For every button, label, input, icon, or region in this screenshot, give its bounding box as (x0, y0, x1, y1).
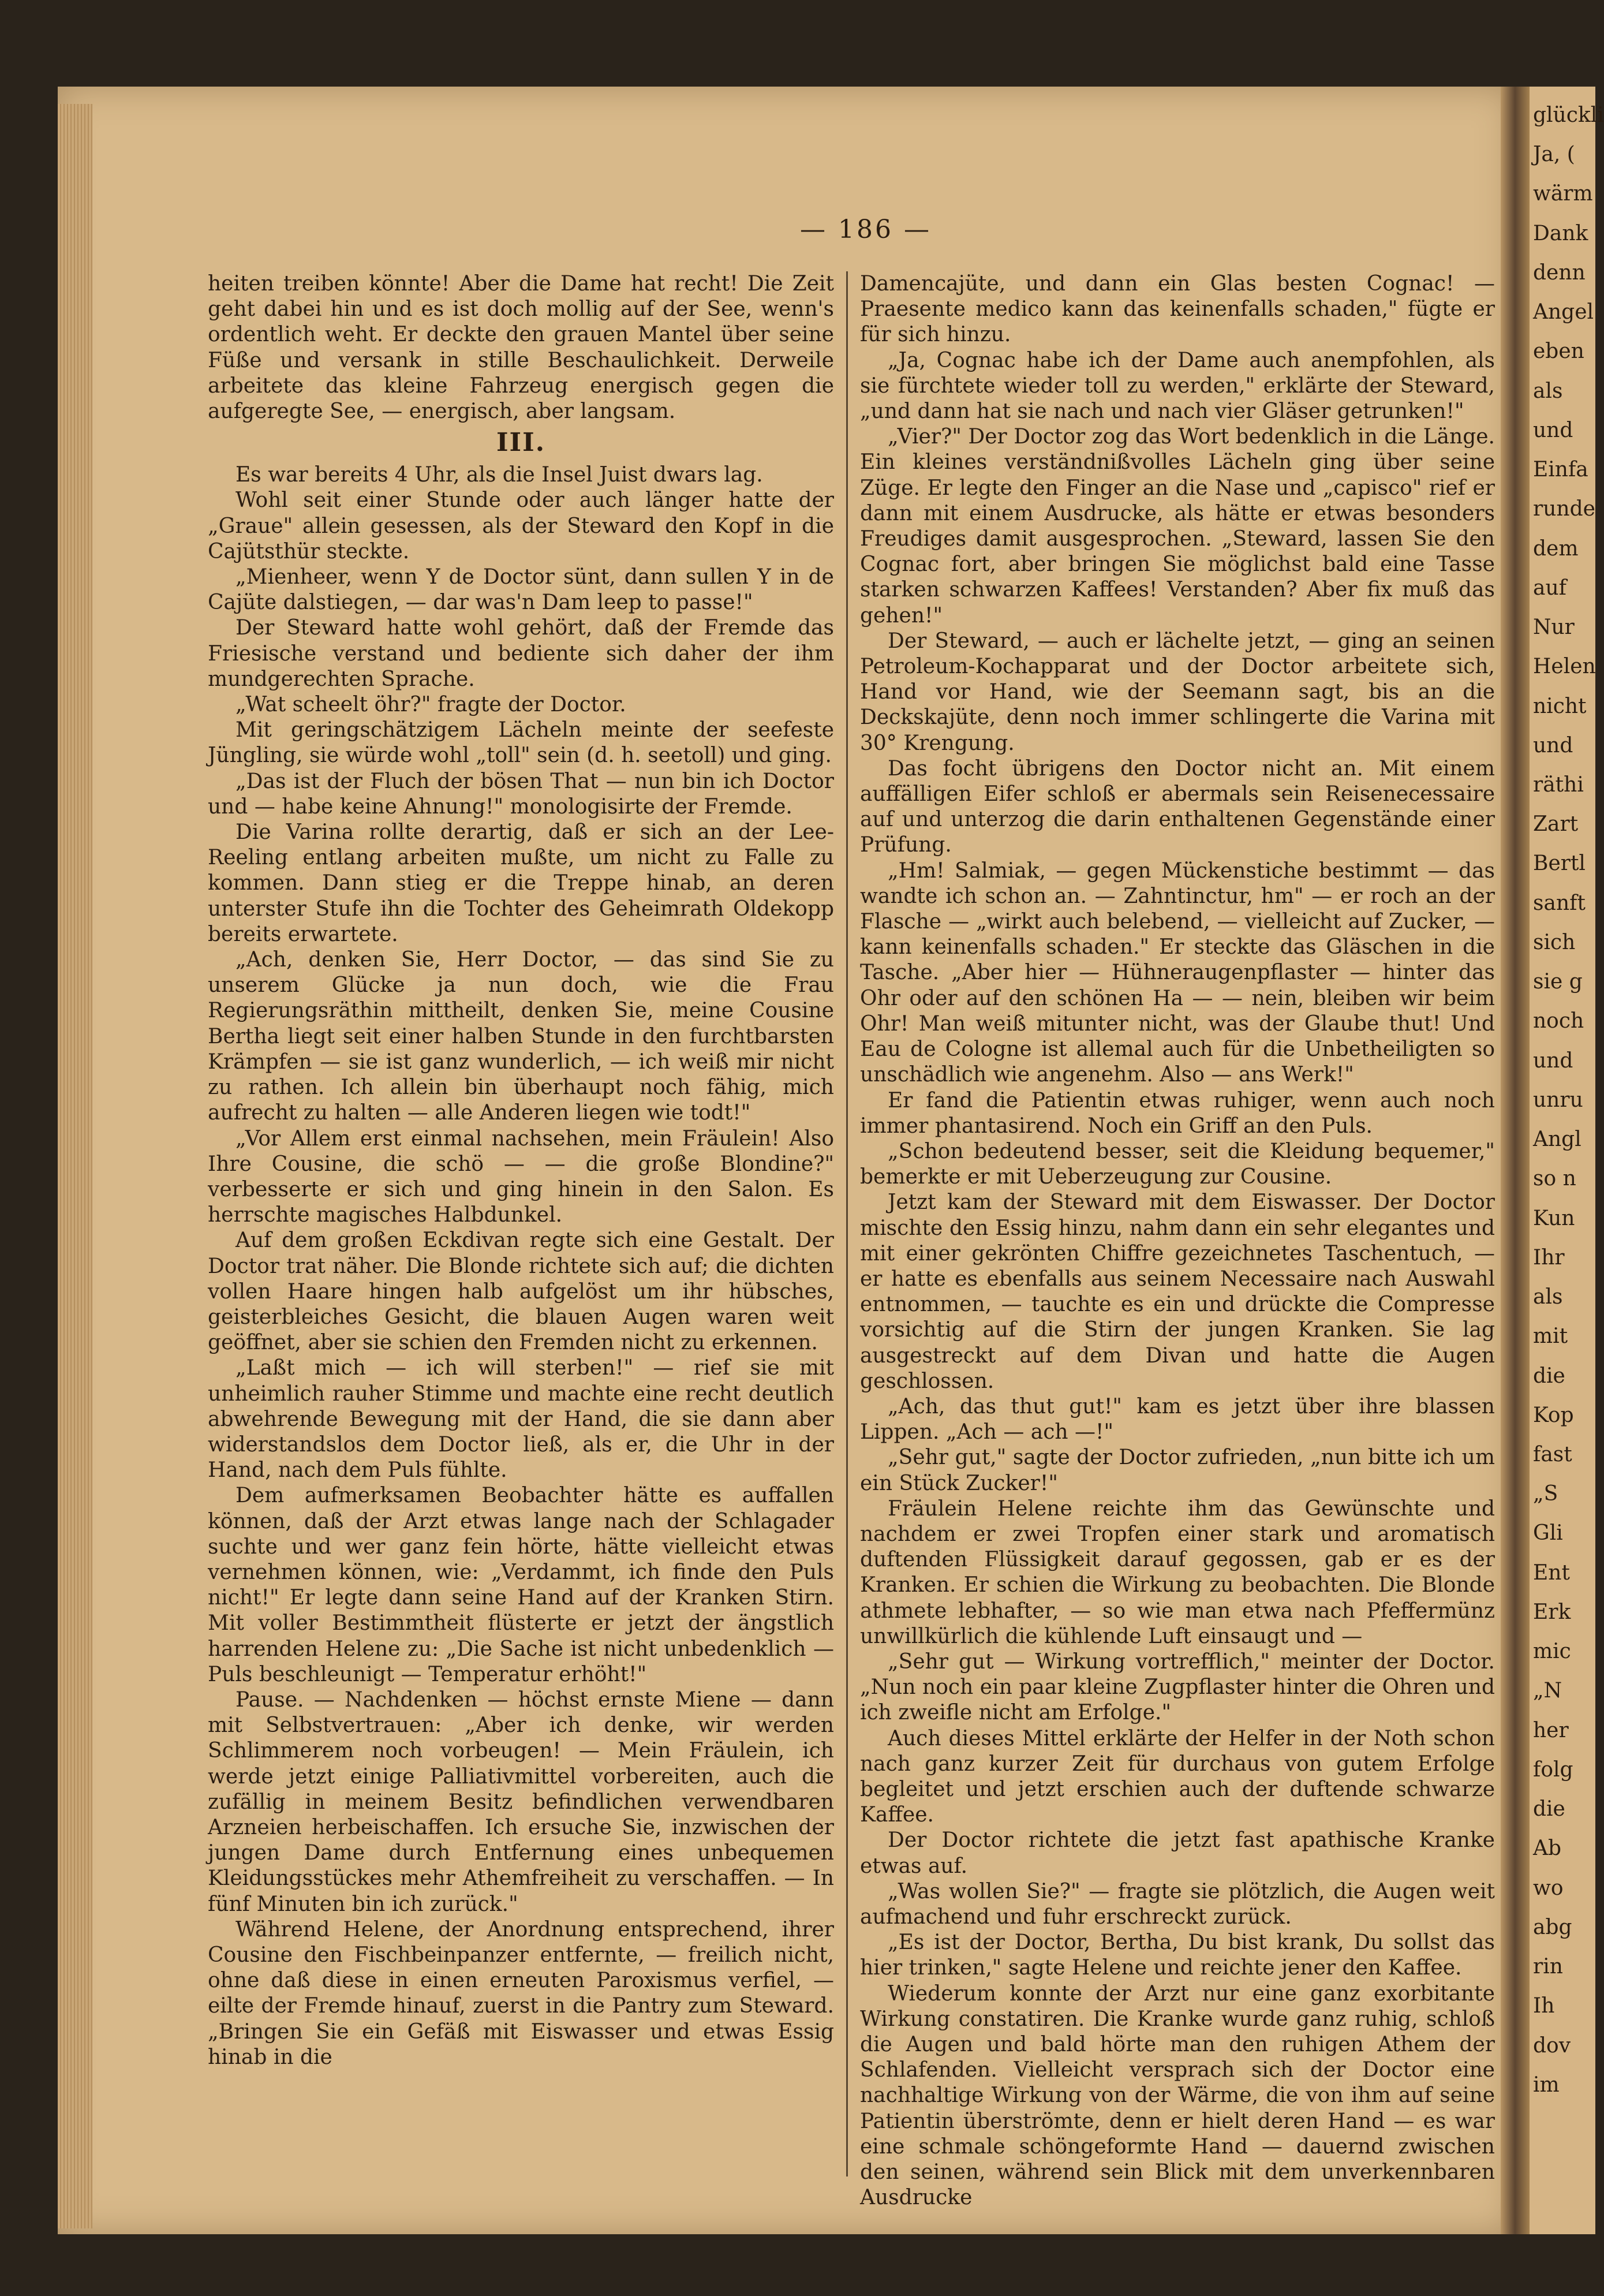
right-page-text-fragment: Angel (1533, 300, 1594, 324)
right-page-text-fragment: glückli (1533, 103, 1604, 127)
right-page-text-fragment: Kop (1533, 1403, 1574, 1427)
right-page-text-fragment: dov (1533, 2033, 1571, 2058)
right-page-text-fragment: die (1533, 1797, 1565, 1821)
paragraph: „Vor Allem erst einmal nachsehen, mein Fräulein! Also Ihre Cousine, die schö — — die große Blondine?" verbesserte er sich und ging hinein in den Salon. Es herrschte magisches Halbdunkel. (208, 1126, 834, 1227)
book-gutter (1501, 87, 1530, 2234)
right-page-text-fragment: als (1533, 379, 1563, 403)
right-page-text-fragment: sanft (1533, 891, 1586, 915)
page-number: — 186 — (800, 215, 932, 244)
paragraph: „Vier?" Der Doctor zog das Wort bedenklich in die Länge. Ein kleines verständnißvolles Lächeln ging über seine Züge. Er legte den Finger an die Nase und „capisco" rief er dann mit einem Ausdrucke, als hätte er etwas besonders Freudiges damit ausgesprochen. „Steward, lassen Sie den Cognac fort, aber bringen Sie möglichst bald eine Tasse starken schwarzen Kaffees! Verstanden? Aber fix muß das gehen!" (860, 425, 1495, 628)
right-page-text-fragment: her (1533, 1718, 1569, 1742)
right-page-text-fragment: Bertl (1533, 852, 1586, 876)
right-page-text-fragment: Erk (1533, 1600, 1571, 1624)
right-page-text-fragment: sich (1533, 930, 1576, 954)
right-page-text-fragment: mic (1533, 1640, 1571, 1664)
right-page-text-fragment: unru (1533, 1088, 1583, 1112)
column-divider (846, 271, 848, 2176)
paragraph: „Sehr gut," sagte der Doctor zufrieden, „nun bitte ich um ein Stück Zucker!" (860, 1446, 1495, 1495)
right-page-text-fragment: folg (1533, 1757, 1573, 1782)
right-page-text-fragment: und (1533, 418, 1573, 442)
paragraph: Mit geringschätzigem Lächeln meinte der seefeste Jüngling, sie würde wohl „toll" sein (d. h. seetoll) und ging. (208, 718, 834, 768)
right-page-text-fragment: räthi (1533, 773, 1584, 797)
right-page-text-fragment: und (1533, 1048, 1573, 1073)
right-page-text-fragment: „S (1533, 1482, 1558, 1506)
paragraph: Dem aufmerksamen Beobachter hätte es auffallen können, daß der Arzt etwas lange nach der Schlagader suchte und wer ganz fein hörte, hätte vielleicht etwas vernehmen können, wie: „Verdammt, ich finde den Puls nicht!" Er legte dann seine Hand auf der Kranken Stirn. Mit voller Bestimmtheit flüsterte er jetzt der ängstlich harrenden Helene zu: „Die Sache ist nicht unbedenklich — Puls beschleunigt — Temperatur erhöht!" (208, 1484, 834, 1686)
right-page-text-fragment: und (1533, 733, 1573, 757)
adjacent-page-fragment (1530, 87, 1604, 2234)
paragraph: „Ach, das thut gut!" kam es jetzt über ihre blassen Lippen. „Ach — ach —!" (860, 1394, 1495, 1444)
paragraph: „Ach, denken Sie, Herr Doctor, — das sind Sie zu unserem Glücke ja nun doch, wie die Frau Regierungsräthin mittheilt, denken Sie, meine Cousine Bertha liegt seit einer halben Stunde in den furchtbarsten Krämpfen — sie ist ganz wunderlich, — ich weiß mir nicht zu rathen. Ich allein bin überhaupt noch fähig, mich aufrecht zu halten — alle Anderen liegen wie todt!" (208, 948, 834, 1125)
right-page-text-fragment: eben (1533, 339, 1584, 364)
page-stack-edge (58, 104, 92, 2228)
right-page-text-fragment: im (1533, 2073, 1560, 2097)
paragraph: „Schon bedeutend besser, seit die Kleidung bequemer," bemerkte er mit Ueberzeugung zur Cousine. (860, 1139, 1495, 1189)
paragraph: Der Steward hatte wohl gehört, daß der Fremde das Friesische verstand und bediente sich daher der ihm mundgerechten Sprache. (208, 616, 834, 691)
paragraph: „Wat scheelt öhr?" fragte der Doctor. (235, 693, 626, 717)
paragraph: „Hm! Salmiak, — gegen Mückenstiche bestimmt — das wandte ich schon an. — Zahntinctur, hm" — er roch an der Flasche — „wirkt auch belebend, — vielleicht auf Zucker, — kann keinenfalls schaden." Er steckte das Gläschen in die Tasche. „Aber hier — Hühneraugenpflaster — hinter das Ohr oder auf den schönen Ha — — nein, bleiben wir beim Ohr! Man weiß mitunter nicht, was der Glaube thut! Und Eau de Cologne ist allemal auch für die Unbetheiligten so unschädlich wie angenehm. Also — ans Werk!" (860, 858, 1495, 1087)
right-intro-paragraph: Damencajüte, und dann ein Glas besten Cognac! — Praesente medico kann das keinenfalls schaden," fügte er für sich hinzu. (860, 272, 1495, 347)
right-page-text-fragment: nicht (1533, 694, 1587, 718)
right-page-text-fragment: mit (1533, 1324, 1568, 1349)
paragraph: „Ja, Cognac habe ich der Dame auch anempfohlen, als sie fürchtete wieder toll zu werden," erklärte der Steward, „und dann hat sie nach und nach vier Gläser getrunken!" (860, 348, 1495, 424)
right-paragraphs (860, 348, 1495, 2211)
right-page-text-fragment: fast (1533, 1443, 1572, 1466)
right-page-text-fragment: Nur (1533, 615, 1575, 640)
paragraph: „Sehr gut — Wirkung vortrefflich," meinter der Doctor. „Nun noch ein paar kleine Zugpflaster hinter die Ohren und ich zweifle nicht am Erfolge." (860, 1649, 1495, 1725)
paragraph: Das focht übrigens den Doctor nicht an. Mit einem auffälligen Eifer schloß er abermals sein Reisenecessaire auf und unterzog die darin enthaltenen Gegenstände einer Prüfung. (860, 756, 1495, 857)
right-page-text-fragment: dem (1533, 536, 1579, 561)
paragraph: Der Steward, — auch er lächelte jetzt, — ging an seinen Petroleum-Kochapparat und der Doctor arbeitete sich, Hand vor Hand, wie der Seemann sagt, bis an die Deckskajüte, denn noch immer schlingerte die Varina mit 30° Krengung. (860, 629, 1495, 755)
left-column (208, 271, 834, 2194)
paragraph: Er fand die Patientin etwas ruhiger, wenn auch noch immer phantasirend. Noch ein Griff an den Puls. (860, 1088, 1495, 1138)
right-page-text-fragment: Helen (1533, 655, 1596, 679)
paragraph: Die Varina rollte derartig, daß er sich an der Lee-Reeling entlang arbeiten mußte, um nicht zu Falle zu kommen. Dann stieg er die Treppe hinab, an deren unterster Stufe ihn die Tochter des Geheimrath Oldekopp bereits erwartete. (208, 820, 834, 946)
right-page-text-fragment: Kun (1533, 1206, 1575, 1230)
right-page-text-fragment: Einfa (1533, 458, 1588, 482)
paragraph: „Was wollen Sie?" — fragte sie plötzlich, die Augen weit aufmachend und fuhr erschreckt zurück. (860, 1879, 1495, 1929)
right-page-text-fragment: Dank (1533, 221, 1588, 245)
paragraph: „Laßt mich — ich will sterben!" — rief sie mit unheimlich rauher Stimme und machte eine recht deutlich abwehrende Bewegung mit der Hand, die sie dann aber widerstandslos dem Doctor ließ, als er, die Uhr in der Hand, nach dem Puls fühlte. (208, 1356, 834, 1483)
paragraph: Auf dem großen Eckdivan regte sich eine Gestalt. Der Doctor trat näher. Die Blonde richtete sich auf; die dichten vollen Haare hingen halb aufgelöst um ihr hübsches, geisterbleiches Gesicht, die blauen Augen waren weit geöffnet, aber sie schien den Fremden nicht zu erkennen. (208, 1229, 834, 1355)
paragraph: „Es ist der Doctor, Bertha, Du bist krank, Du sollst das hier trinken," sagte Helene und reichte jener den Kaffee. (860, 1931, 1495, 1980)
right-page-text-fragment: als (1533, 1285, 1563, 1309)
right-page-text-fragment: „N (1533, 1679, 1562, 1703)
right-page-text-fragment: Ihr (1533, 1245, 1565, 1270)
right-page-text-fragment: so n (1533, 1167, 1576, 1191)
right-column (860, 271, 1495, 2210)
right-page-text-fragment: Ih (1533, 1994, 1555, 2018)
right-page-text-fragment: denn (1533, 260, 1586, 285)
right-page-text-fragment: Gli (1533, 1521, 1563, 1545)
paragraph: „Das ist der Fluch der bösen That — nun bin ich Doctor und — habe keine Ahnung!" monologisirte der Fremde. (208, 769, 834, 819)
left-paragraphs (208, 462, 834, 2070)
right-page-text-fragment: auf (1533, 576, 1566, 600)
paragraph: Jetzt kam der Steward mit dem Eiswasser. Der Doctor mischte den Essig hinzu, nahm dann ein sehr elegantes und mit einer gekrönten Chiffre gezeichnetes Taschentuch, — er hatte es ebenfalls aus seinem Necessaire nach Auswahl entnommen, — tauchte es ein und drückte die Compresse vorsichtig auf die Stirn der jungen Kranken. Sie lag ausgestreckt auf dem Divan und hatte die Augen geschlossen. (860, 1190, 1495, 1393)
right-page-text-fragment: runde (1533, 497, 1595, 521)
right-page-text-fragment: Ab (1533, 1836, 1562, 1861)
right-page-text-fragment: Angl (1533, 1128, 1581, 1152)
paragraph: Es war bereits 4 Uhr, als die Insel Juist dwars lag. (235, 463, 763, 487)
right-page-text-fragment: Ja, ( (1533, 143, 1575, 167)
chapter-heading: III. (496, 428, 546, 458)
paragraph: Während Helene, der Anordnung entsprechend, ihrer Cousine den Fischbeinpanzer entfernte, — freilich nicht, ohne daß diese in einen erneuten Paroxismus verfiel, — eilte der Fremde hinauf, zuerst in die Pantry zum Steward. „Bringen Sie ein Gefäß mit Eiswasser und etwas Essig hinab in die (208, 1917, 834, 2069)
right-page-text-fragment: Zart (1533, 812, 1579, 837)
paragraph: Fräulein Helene reichte ihm das Gewünschte und nachdem er zwei Tropfen einer stark und aromatisch duftenden Flüssigkeit darauf gegossen, gab er es der Kranken. Er schien die Wirkung zu beobachten. Die Blonde athmete lebhafter, — so wie man etwa nach Pfeffermünz unwillkürlich die kühlende Luft einsaugt und — (860, 1496, 1495, 1648)
paragraph: Wiederum konnte der Arzt nur eine ganz exorbitante Wirkung constatiren. Die Kranke wurde ganz ruhig, schloß die Augen und bald hörte man den ruhigen Athem der Schlafenden. Vielleicht versprach sich der Doctor eine nachhaltige Wirkung von der Wärme, die von ihm auf seine Patientin überströmte, denn er hielt deren Hand — es war eine schmale schöngeformte Hand — dauernd zwischen den seinen, während sein Blick mit dem unverkennbaren Ausdrucke (860, 1981, 1495, 2210)
paragraph: Auch dieses Mittel erklärte der Helfer in der Noth schon nach ganz kurzer Zeit für durchaus von gutem Erfolge begleitet und jetzt erschien auch der duftende schwarze Kaffee. (860, 1726, 1495, 1827)
right-page-text-fragment: abg (1533, 1915, 1572, 1939)
right-page-text-fragment: wo (1533, 1876, 1564, 1900)
right-page-text-fragment: rin (1533, 1955, 1563, 1979)
left-intro-paragraph: heiten treiben könnte! Aber die Dame hat recht! Die Zeit geht dabei hin und es ist doch mollig auf der See, wenn's ordentlich weht. Er deckte den grauen Mantel über seine Füße und versank in stille Beschaulichkeit. Derweile arbeitete das kleine Fahrzeug energisch gegen die aufgeregte See, — energisch, aber langsam. (208, 272, 834, 424)
paragraph: Pause. — Nachdenken — höchst ernste Miene — dann mit Selbstvertrauen: „Aber ich denke, wir werden Schlimmerem noch vorbeugen! — Mein Fräulein, ich werde jetzt einige Palliativmittel vorbereiten, auch die zufällig in meinem Besitz befindlichen verwendbaren Arzneien herbeischaffen. Ich ersuche Sie, inzwischen der jungen Dame durch Entfernung eines unbequemen Kleidungsstückes mehr Athemfreiheit zu verschaffen. — In fünf Minuten bin ich zurück." (208, 1688, 834, 1916)
right-page-text-fragment: Ent (1533, 1560, 1570, 1585)
paragraph: Wohl seit einer Stunde oder auch länger hatte der „Graue" allein gesessen, als der Steward den Kopf in die Cajütsthür steckte. (208, 488, 834, 563)
paragraph: „Mienheer, wenn Y de Doctor sünt, dann sullen Y in de Cajüte dalstiegen, — dar was'n Dam leep to passe!" (208, 565, 834, 615)
right-page-text-fragment: noch (1533, 1009, 1584, 1033)
right-page-text-fragment: die (1533, 1364, 1565, 1388)
right-page-text-fragment: sie g (1533, 970, 1583, 994)
paragraph: Der Doctor richtete die jetzt fast apathische Kranke etwas auf. (860, 1828, 1495, 1878)
right-page-text-fragment: wärm (1533, 182, 1593, 206)
